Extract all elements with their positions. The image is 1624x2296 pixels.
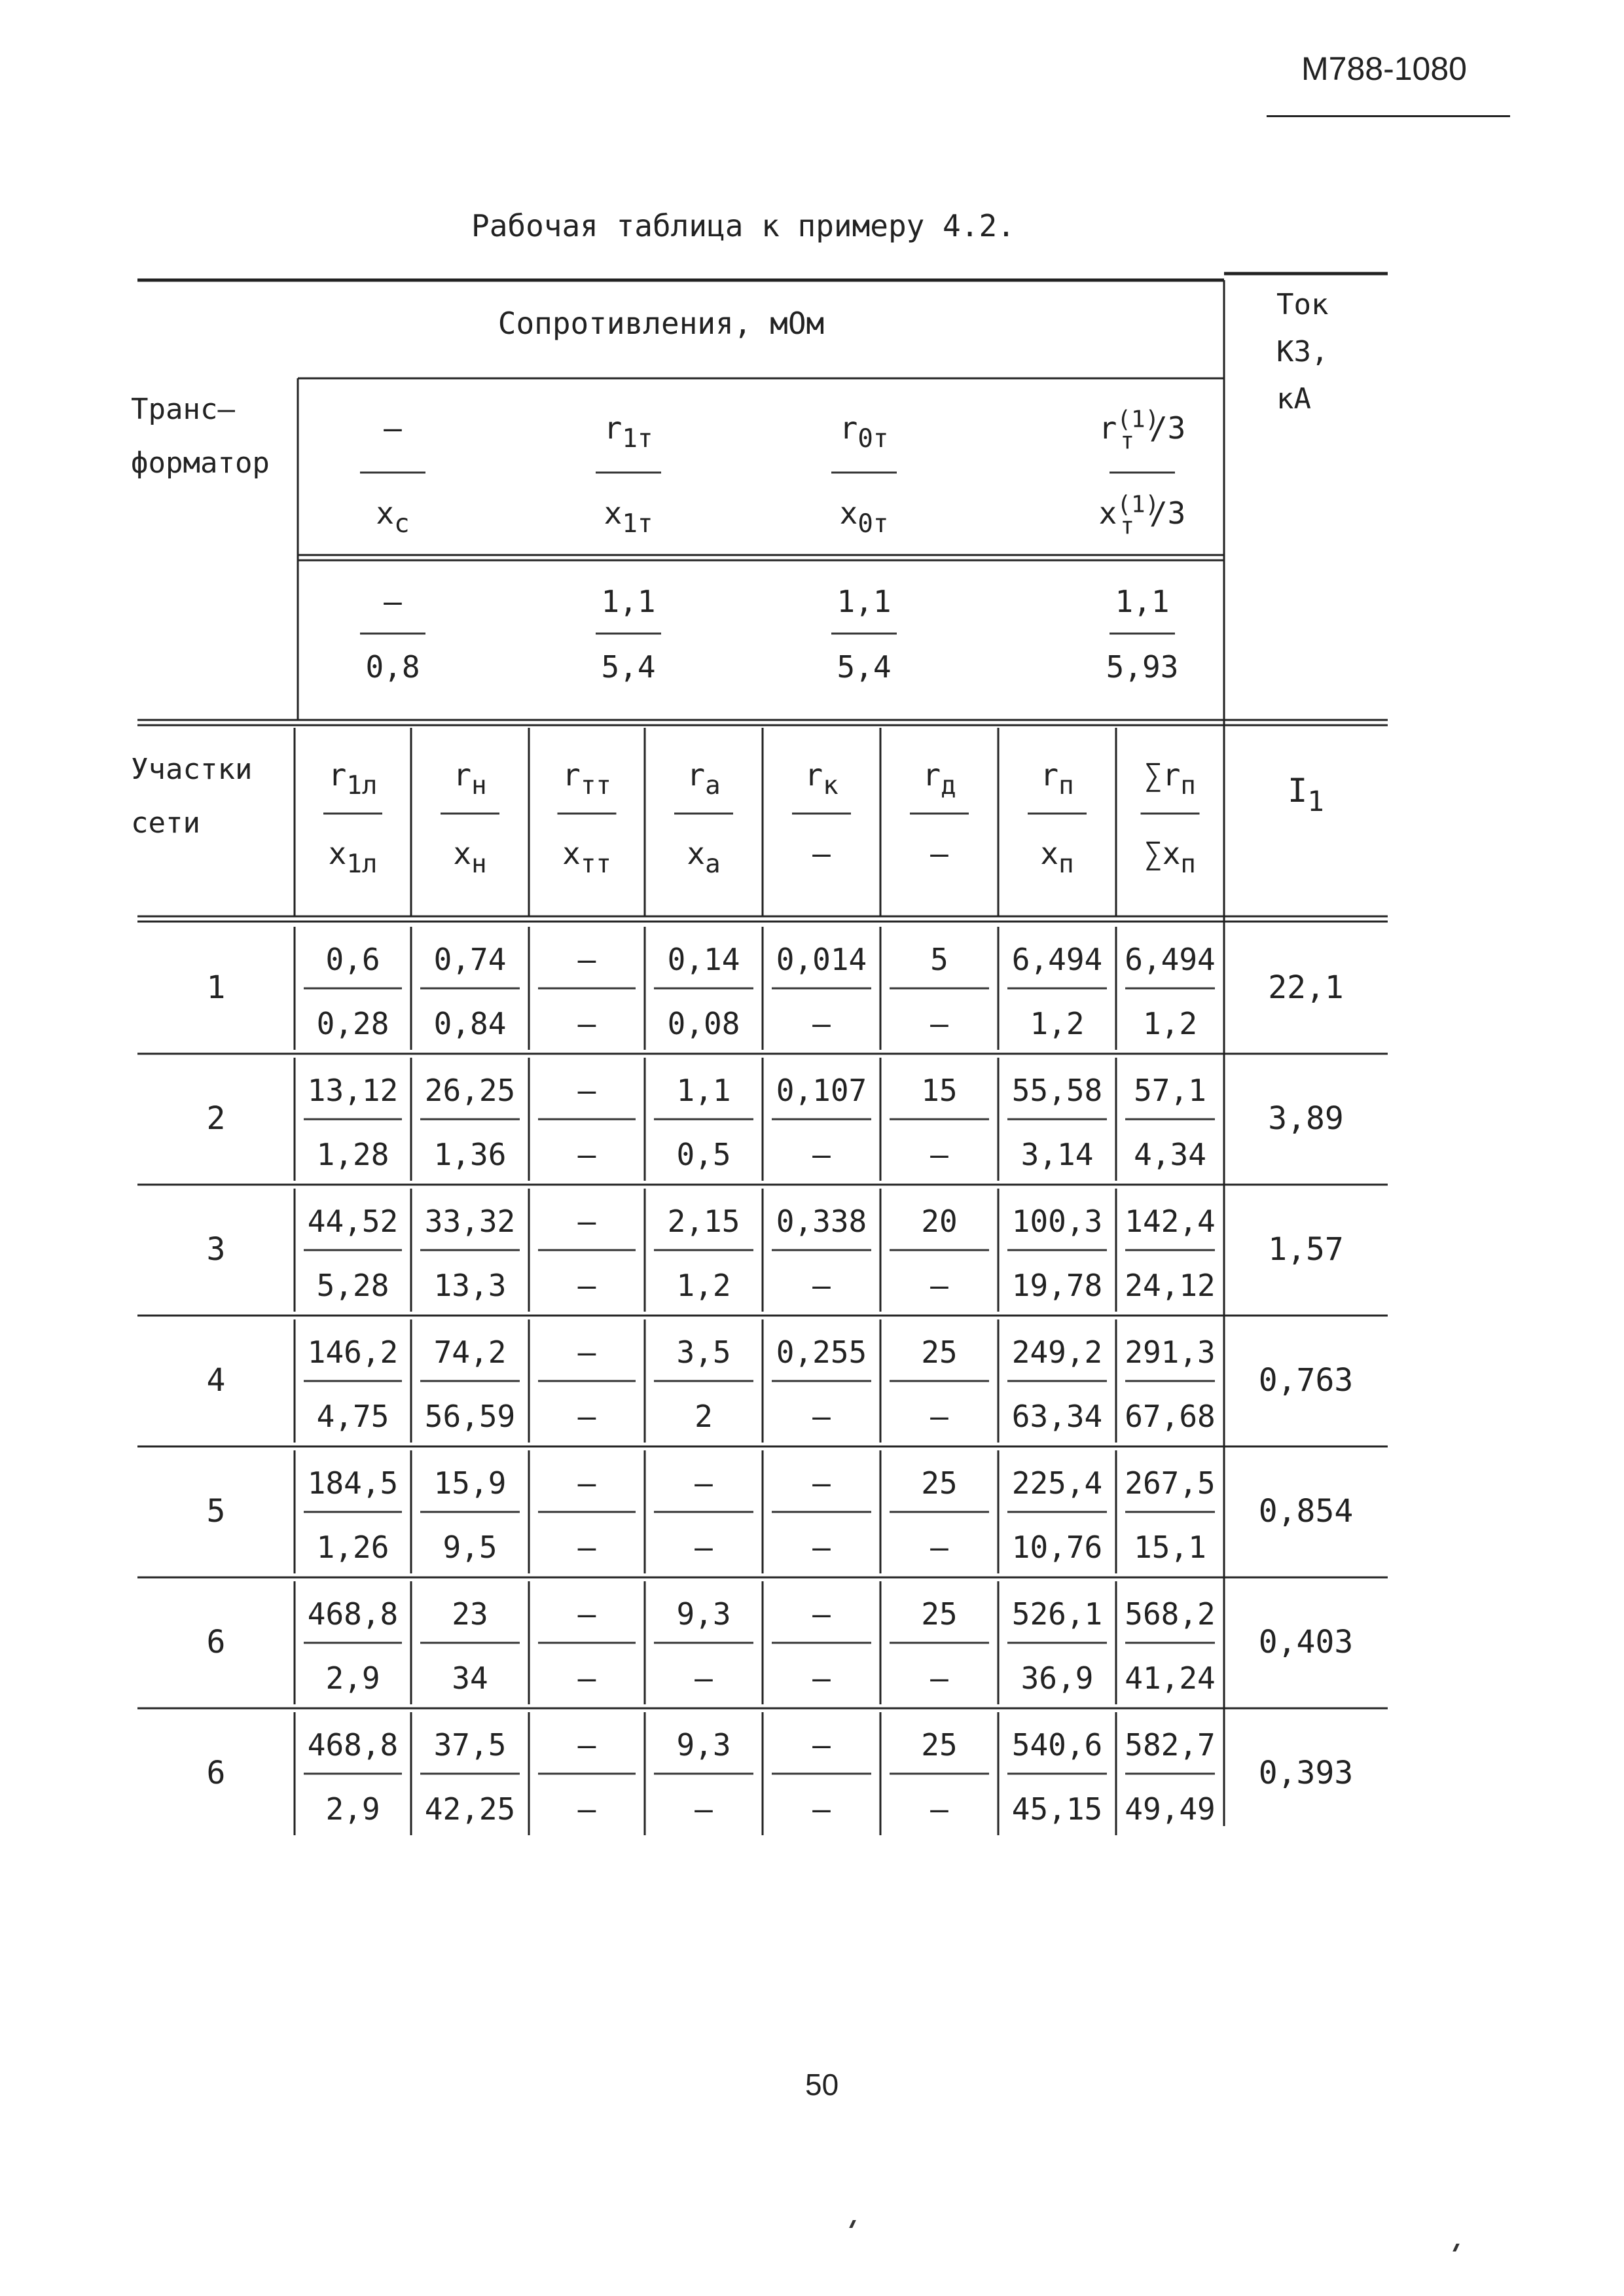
transformer-symbol: $x_{1т}$ [604, 495, 653, 539]
transformer-value: 5,4 [837, 649, 892, 685]
cell-numerator: 468,8 [307, 1727, 399, 1763]
cell-denominator: – [812, 1268, 831, 1303]
cell-numerator: – [577, 1335, 596, 1370]
cell-denominator: 0,5 [676, 1137, 731, 1172]
section-column-symbol: $r_{1л}$ [328, 757, 378, 800]
cell-numerator: 6,494 [1125, 942, 1216, 977]
cell-numerator: 0,255 [776, 1335, 867, 1370]
cell-numerator: 0,14 [667, 942, 740, 977]
cell-denominator: – [930, 1530, 948, 1565]
cell-numerator: 582,7 [1125, 1727, 1216, 1763]
cell-denominator: – [577, 1530, 596, 1565]
cell-denominator: 56,59 [424, 1399, 516, 1434]
section-column-symbol: $\sum x_п$ [1144, 836, 1196, 879]
section-column-symbol: $x_н$ [453, 836, 487, 879]
section-column-symbol: $x_{1л}$ [328, 836, 378, 879]
cell-denominator: 34 [452, 1660, 488, 1696]
transformer-symbol: $r^{(1)}$ т /3 [1098, 406, 1186, 455]
cell-numerator: 249,2 [1011, 1335, 1103, 1370]
section-column-symbol: – [812, 836, 831, 871]
cell-denominator: – [577, 1660, 596, 1696]
cell-numerator: 44,52 [307, 1204, 399, 1239]
page-title: Рабочая таблица к примеру 4.2. [471, 208, 1015, 243]
cell-denominator: – [812, 1006, 831, 1041]
transformer-symbol: – [384, 410, 402, 446]
cell-numerator: – [577, 1073, 596, 1108]
cell-denominator: – [695, 1530, 713, 1565]
cell-numerator: 9,3 [676, 1596, 731, 1632]
cell-denominator: – [930, 1660, 948, 1696]
cell-numerator: – [812, 1727, 831, 1763]
current-value: 3,89 [1268, 1100, 1344, 1137]
cell-denominator: 49,49 [1125, 1791, 1216, 1827]
cell-denominator: – [930, 1006, 948, 1041]
cell-denominator: 45,15 [1011, 1791, 1103, 1827]
cell-numerator: 0,107 [776, 1073, 867, 1108]
cell-denominator: 1,2 [676, 1268, 731, 1303]
transformer-value: 1,1 [1115, 584, 1170, 619]
current-header: КЗ, [1276, 335, 1329, 368]
transformer-header: форматор [131, 446, 270, 480]
cell-denominator: – [577, 1268, 596, 1303]
cell-numerator: 267,5 [1125, 1465, 1216, 1501]
section-column-symbol: $r_н$ [453, 757, 487, 800]
cell-denominator: – [577, 1006, 596, 1041]
section-number: 3 [206, 1231, 226, 1268]
cell-numerator: 142,4 [1125, 1204, 1216, 1239]
cell-numerator: 5 [930, 942, 948, 977]
cell-numerator: 20 [921, 1204, 958, 1239]
current-value: 1,57 [1268, 1231, 1344, 1268]
transformer-symbol: $r_{1т}$ [604, 410, 653, 454]
cell-numerator: – [577, 1727, 596, 1763]
resistance-header: Сопротивления, мОм [497, 306, 825, 341]
current-value: 0,763 [1258, 1362, 1354, 1399]
section-column-symbol: $\sum r_п$ [1144, 757, 1196, 800]
cell-numerator: – [577, 942, 596, 977]
cell-denominator: – [812, 1530, 831, 1565]
cell-denominator: 2 [695, 1399, 713, 1434]
cell-denominator: 4,75 [316, 1399, 389, 1434]
transformer-value: 1,1 [837, 584, 892, 619]
cell-denominator: 0,84 [433, 1006, 507, 1041]
cell-denominator: 0,08 [667, 1006, 740, 1041]
cell-numerator: 2,15 [667, 1204, 740, 1239]
section-number: 1 [206, 969, 226, 1006]
cell-numerator: 15 [921, 1073, 958, 1108]
cell-numerator: 540,6 [1011, 1727, 1103, 1763]
cell-denominator: – [930, 1399, 948, 1434]
transformer-symbol: $x_с$ [376, 495, 410, 539]
cell-numerator: – [812, 1596, 831, 1632]
transformer-value: 5,93 [1106, 649, 1179, 685]
transformer-value: 5,4 [601, 649, 656, 685]
section-column-symbol: $x_{тт}$ [562, 836, 611, 879]
cell-denominator: – [930, 1791, 948, 1827]
section-column-symbol: $x_п$ [1040, 836, 1074, 879]
cell-denominator: – [577, 1399, 596, 1434]
section-column-symbol: – [930, 836, 948, 871]
cell-denominator: – [695, 1791, 713, 1827]
section-column-symbol: $r_к$ [804, 757, 839, 800]
current-header: кА [1276, 382, 1311, 416]
cell-numerator: 74,2 [433, 1335, 507, 1370]
cell-numerator: 526,1 [1011, 1596, 1103, 1632]
section-column-symbol: $r_{тт}$ [562, 757, 611, 800]
cell-numerator: 23 [452, 1596, 488, 1632]
cell-denominator: 15,1 [1134, 1530, 1206, 1565]
section-column-symbol: $x_а$ [687, 836, 721, 879]
cell-denominator: – [930, 1268, 948, 1303]
cell-numerator: 568,2 [1125, 1596, 1216, 1632]
transformer-symbol: $r_{0т}$ [839, 410, 889, 454]
document-code: М788-1080 [1301, 50, 1467, 87]
cell-numerator: 25 [921, 1335, 958, 1370]
cell-denominator: 1,36 [433, 1137, 507, 1172]
cell-numerator: 37,5 [433, 1727, 507, 1763]
cell-denominator: – [577, 1137, 596, 1172]
cell-denominator: 67,68 [1125, 1399, 1216, 1434]
cell-numerator: 6,494 [1011, 942, 1103, 977]
section-column-symbol: $r_п$ [1040, 757, 1074, 800]
cell-denominator: 63,34 [1011, 1399, 1103, 1434]
current-value: 0,393 [1258, 1755, 1354, 1791]
cell-denominator: – [812, 1791, 831, 1827]
cell-denominator: 1,2 [1030, 1006, 1085, 1041]
cell-numerator: 100,3 [1011, 1204, 1103, 1239]
section-number: 6 [206, 1624, 226, 1660]
cell-numerator: 3,5 [676, 1335, 731, 1370]
cell-numerator: – [695, 1465, 713, 1501]
cell-numerator: – [577, 1204, 596, 1239]
cell-denominator: 42,25 [424, 1791, 516, 1827]
cell-denominator: 1,26 [316, 1530, 389, 1565]
cell-numerator: 0,6 [325, 942, 380, 977]
cell-numerator: – [577, 1596, 596, 1632]
section-column-symbol: $r_д$ [922, 757, 956, 800]
cell-denominator: 0,28 [316, 1006, 389, 1041]
transformer-symbol: $x^{(1)}$ т /3 [1098, 491, 1186, 540]
transformer-symbol: $x_{0т}$ [839, 495, 889, 539]
page-number: 50 [805, 2068, 839, 2102]
cell-numerator: 25 [921, 1465, 958, 1501]
transformer-value: 1,1 [601, 584, 656, 619]
cell-numerator: 225,4 [1011, 1465, 1103, 1501]
cell-numerator: 9,3 [676, 1727, 731, 1763]
cell-numerator: 468,8 [307, 1596, 399, 1632]
cell-denominator: – [695, 1660, 713, 1696]
sections-header: Участки [131, 753, 253, 786]
cell-numerator: 25 [921, 1596, 958, 1632]
cell-numerator: 26,25 [424, 1073, 516, 1108]
current-column-symbol: $I_1$ [1288, 772, 1324, 818]
section-number: 6 [206, 1755, 226, 1791]
cell-numerator: 291,3 [1125, 1335, 1216, 1370]
cell-numerator: 184,5 [307, 1465, 399, 1501]
cell-denominator: – [930, 1137, 948, 1172]
cell-numerator: 55,58 [1011, 1073, 1103, 1108]
cell-denominator: 10,76 [1011, 1530, 1103, 1565]
cell-numerator: 13,12 [307, 1073, 399, 1108]
section-number: 4 [206, 1362, 226, 1399]
cell-denominator: – [812, 1660, 831, 1696]
transformer-header: Транс– [131, 393, 235, 426]
section-column-symbol: $r_а$ [687, 757, 721, 800]
cell-denominator: 4,34 [1134, 1137, 1206, 1172]
cell-denominator: 1,28 [316, 1137, 389, 1172]
cell-numerator: – [577, 1465, 596, 1501]
cell-denominator: 9,5 [442, 1530, 497, 1565]
current-value: 0,854 [1258, 1493, 1354, 1530]
cell-denominator: – [577, 1791, 596, 1827]
current-header: Ток [1276, 288, 1329, 321]
cell-denominator: 1,2 [1142, 1006, 1198, 1041]
cell-numerator: 0,74 [433, 942, 507, 977]
cell-numerator: 146,2 [307, 1335, 399, 1370]
transformer-value: – [384, 584, 402, 619]
current-value: 22,1 [1268, 969, 1344, 1006]
cell-denominator: 19,78 [1011, 1268, 1103, 1303]
cell-numerator: 15,9 [433, 1465, 507, 1501]
cell-denominator: 41,24 [1125, 1660, 1216, 1696]
cell-numerator: 1,1 [676, 1073, 731, 1108]
cell-numerator: 0,014 [776, 942, 867, 977]
cell-denominator: – [812, 1137, 831, 1172]
cell-denominator: 13,3 [433, 1268, 507, 1303]
cell-numerator: 25 [921, 1727, 958, 1763]
cell-denominator: 2,9 [325, 1660, 380, 1696]
cell-numerator: 0,338 [776, 1204, 867, 1239]
transformer-value: 0,8 [365, 649, 420, 685]
current-value: 0,403 [1258, 1624, 1354, 1660]
cell-denominator: – [812, 1399, 831, 1434]
section-number: 5 [206, 1493, 226, 1530]
sections-header: сети [131, 806, 200, 840]
cell-denominator: 36,9 [1020, 1660, 1094, 1696]
cell-numerator: 57,1 [1134, 1073, 1206, 1108]
cell-denominator: 2,9 [325, 1791, 380, 1827]
cell-denominator: 3,14 [1020, 1137, 1094, 1172]
cell-denominator: 24,12 [1125, 1268, 1216, 1303]
section-number: 2 [206, 1100, 226, 1137]
cell-numerator: 33,32 [424, 1204, 516, 1239]
cell-numerator: – [812, 1465, 831, 1501]
cell-denominator: 5,28 [316, 1268, 389, 1303]
